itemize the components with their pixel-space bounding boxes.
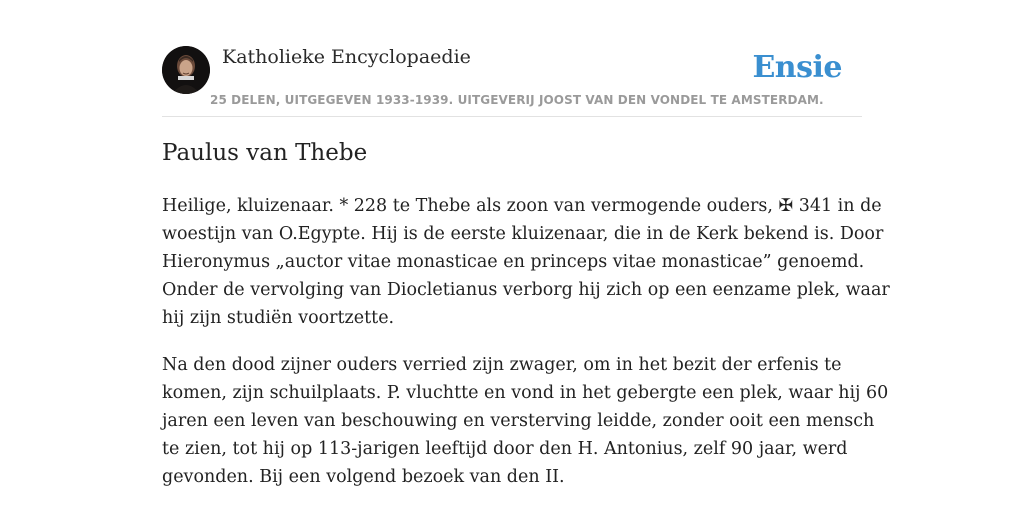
article-body — [162, 192, 890, 510]
paragraph-line: Hieronymus „auctor vitae monasticae en princeps vitae monasticae” genoemd. — [162, 252, 865, 272]
paragraph-line: komen, zijn schuilplaats. P. vluchtte en vond in het gebergte een plek, waar hij 60 — [162, 383, 889, 403]
article-paragraph — [162, 192, 890, 332]
paragraph-line: te zien, tot hij op 113-jarigen leeftijd door den H. Antonius, zelf 90 jaar, werd — [162, 439, 848, 459]
paragraph-line: Onder de vervolging van Diocletianus verborg hij zich op een eenzame plek, waar — [162, 280, 890, 300]
publication-header — [162, 46, 862, 117]
paragraph-line: gevonden. Bij een volgend bezoek van den II. — [162, 467, 565, 487]
publication-title[interactable]: Katholieke Encyclopaedie — [222, 46, 471, 68]
paragraph-line: hij zijn studiën voortzette. — [162, 308, 395, 328]
article-title: Paulus van Thebe — [162, 140, 368, 166]
article-paragraph — [162, 351, 889, 491]
paragraph-line: Heilige, kluizenaar. * 228 te Thebe als zoon van vermogende ouders, ✠ 341 in de — [162, 196, 882, 216]
ensie-logo[interactable]: Ensie — [752, 50, 842, 85]
paragraph-line: Na den dood zijner ouders verried zijn zwager, om in het bezit der erfenis te — [162, 355, 842, 375]
paragraph-line: jaren een leven van beschouwing en versterving leidde, zonder ooit een mensch — [162, 411, 875, 431]
publication-avatar-icon[interactable] — [162, 46, 210, 94]
paragraph-line: woestijn van O.Egypte. Hij is de eerste kluizenaar, die in de Kerk bekend is. Door — [162, 224, 884, 244]
publication-meta: 25 DELEN, UITGEGEVEN 1933-1939. UITGEVERIJ JOOST VAN DEN VONDEL TE AMSTERDAM. — [210, 93, 824, 107]
